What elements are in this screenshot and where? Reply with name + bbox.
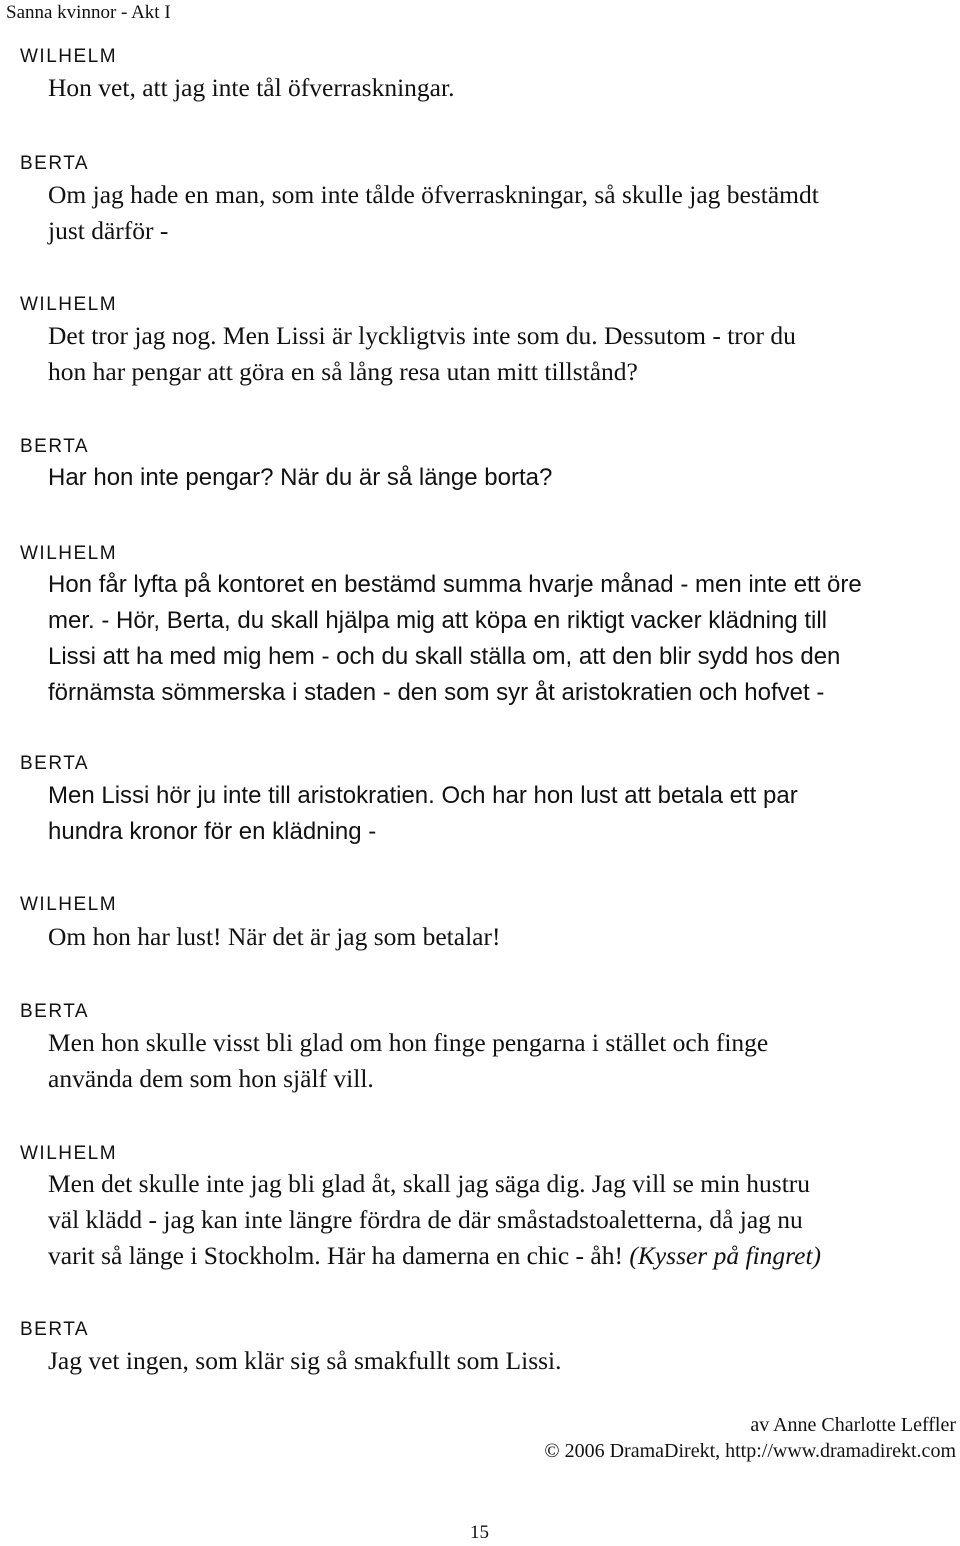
- speaker-name: BERTA: [20, 753, 90, 774]
- speech-line: just därför -: [48, 216, 169, 245]
- speaker-name: WILHELM: [20, 543, 118, 564]
- speech-text: [48, 919, 948, 955]
- speech-line-text: varit så länge i Stockholm. Här ha damerna en chic - åh!: [48, 1241, 623, 1270]
- speaker-name: BERTA: [20, 153, 90, 174]
- speech-line: Det tror jag nog. Men Lissi är lyckligtvis inte som du. Dessutom - tror du: [48, 321, 796, 350]
- speaker-name: BERTA: [20, 1001, 90, 1022]
- speech-line: Hon får lyfta på kontoret en bestämd summa hvarje månad - men inte ett öre: [48, 571, 862, 598]
- speaker-name: BERTA: [20, 1319, 90, 1340]
- speech-line: Hon vet, att jag inte tål öfverraskningar.: [48, 73, 455, 102]
- speaker-name: WILHELM: [20, 294, 118, 315]
- speech-text: [48, 778, 948, 850]
- speech-line: [48, 1238, 948, 1274]
- speech-text: [48, 1166, 948, 1274]
- speech-text: [48, 1025, 948, 1097]
- speech-line: Jag vet ingen, som klär sig så smakfullt som Lissi.: [48, 1346, 562, 1375]
- speech-line: Men hon skulle visst bli glad om hon finge pengarna i stället och finge: [48, 1028, 769, 1057]
- speech-line: Har hon inte pengar? När du är så länge borta?: [48, 464, 553, 491]
- document-header: Sanna kvinnor - Akt I: [6, 2, 171, 23]
- speech-text: [48, 70, 948, 106]
- speech-line: Men det skulle inte jag bli glad åt, skall jag säga dig. Jag vill se min hustru: [48, 1169, 811, 1198]
- speaker-name: WILHELM: [20, 1143, 118, 1164]
- speech-line: mer. - Hör, Berta, du skall hjälpa mig att köpa en riktigt vacker klädning till: [48, 607, 828, 634]
- speech-line: Om hon har lust! När det är jag som betalar!: [48, 922, 501, 951]
- speech-line: väl klädd - jag kan inte längre fördra de där småstadstoaletterna, då jag nu: [48, 1205, 803, 1234]
- speaker-name: BERTA: [20, 436, 90, 457]
- speech-text: [48, 318, 948, 390]
- speaker-name: WILHELM: [20, 894, 118, 915]
- speech-line: Lissi att ha med mig hem - och du skall ställa om, att den blir sydd hos den: [48, 643, 841, 670]
- speech-text: [48, 177, 948, 249]
- speech-text: [48, 567, 948, 711]
- speech-line: förnämsta sömmerska i staden - den som syr åt aristokratien och hofvet -: [48, 679, 825, 706]
- copyright-notice: © 2006 DramaDirekt, http://www.dramadirekt.com: [544, 1440, 956, 1462]
- page-number: 15: [470, 1522, 489, 1543]
- speech-line: Men Lissi hör ju inte till aristokratien. Och har hon lust att betala ett par: [48, 782, 798, 809]
- speaker-name: WILHELM: [20, 46, 118, 67]
- speech-line: Om jag hade en man, som inte tålde öfverraskningar, så skulle jag bestämdt: [48, 180, 819, 209]
- speech-line: använda dem som hon själf vill.: [48, 1064, 374, 1093]
- speech-text: [48, 460, 948, 496]
- author-credit: av Anne Charlotte Leffler: [750, 1414, 956, 1436]
- speech-line: hon har pengar att göra en så lång resa utan mitt tillstånd?: [48, 357, 638, 386]
- speech-text: [48, 1343, 948, 1379]
- speech-line: hundra kronor för en klädning -: [48, 818, 377, 845]
- stage-direction: (Kysser på fingret): [629, 1241, 822, 1270]
